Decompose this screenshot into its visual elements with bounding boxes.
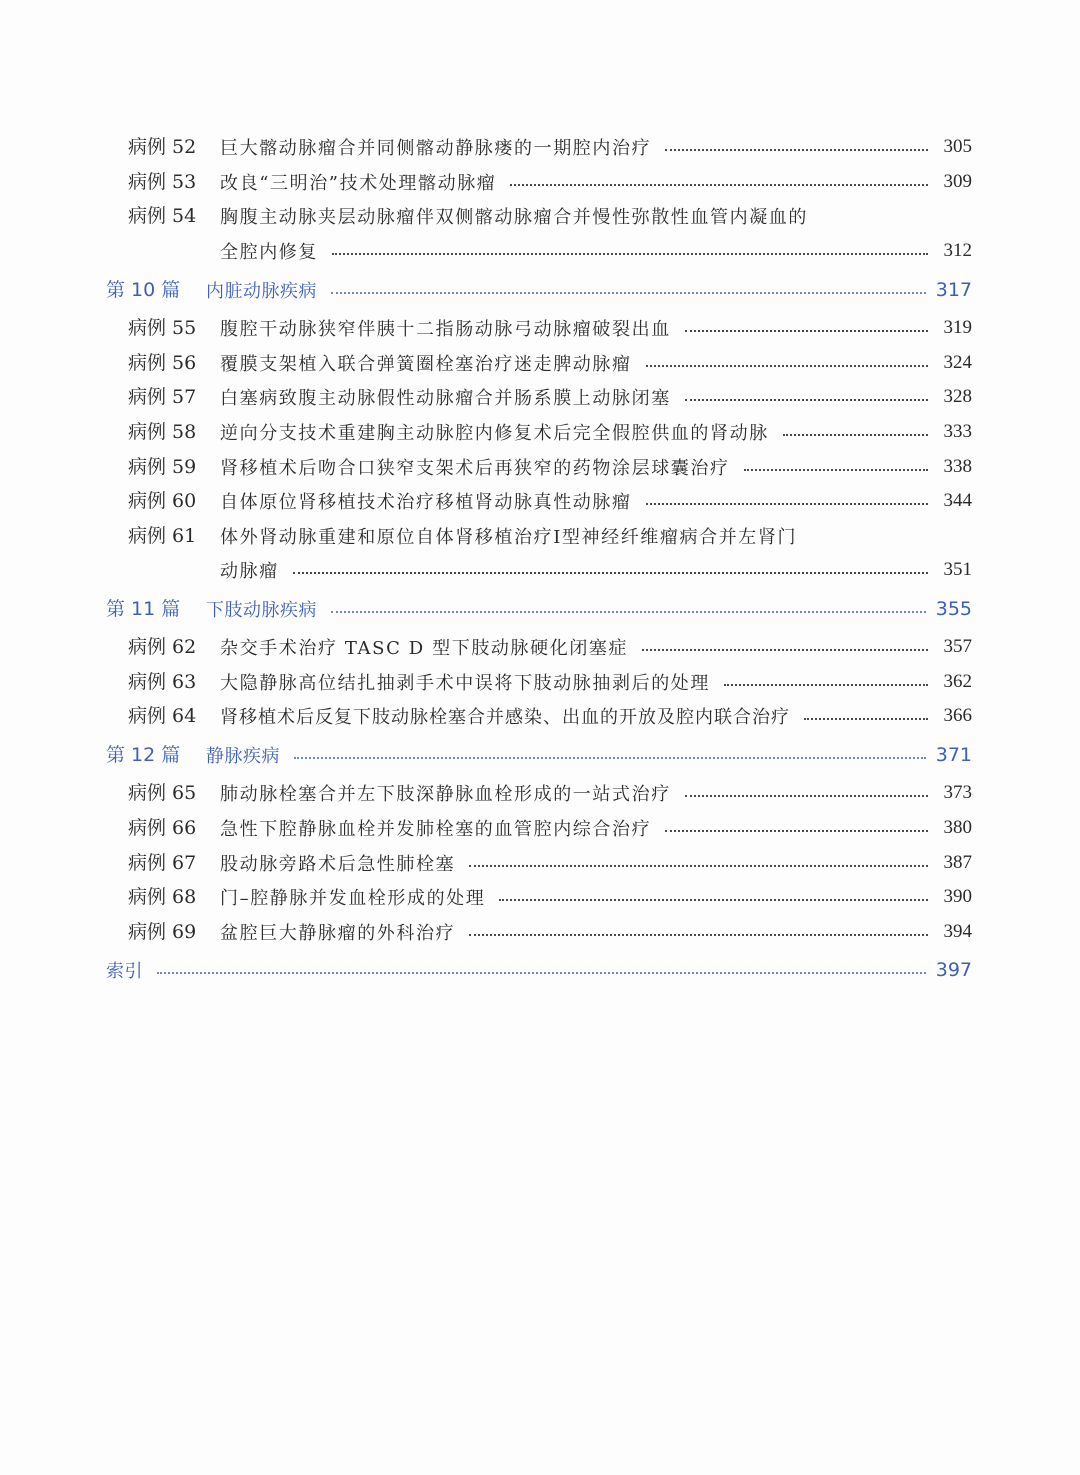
toc-entry-case-64[interactable] bbox=[0, 699, 1080, 733]
dot-leader bbox=[293, 572, 928, 574]
page-number: 387 bbox=[943, 852, 972, 873]
page-number: 319 bbox=[943, 317, 972, 338]
case-number: 病例 54 bbox=[128, 205, 197, 227]
page-number: 324 bbox=[943, 352, 972, 373]
toc-entry-case-54[interactable] bbox=[0, 199, 1080, 233]
toc-entry-case-66[interactable] bbox=[0, 811, 1080, 845]
entry-title: 肺动脉栓塞合并左下肢深静脉血栓形成的一站式治疗 bbox=[220, 784, 671, 805]
dot-leader bbox=[744, 469, 928, 471]
page-number: 355 bbox=[935, 598, 972, 620]
part-title: 静脉疾病 bbox=[206, 746, 280, 767]
case-number: 病例 55 bbox=[128, 317, 197, 339]
toc-entry-case-63[interactable] bbox=[0, 665, 1080, 699]
page-number: 357 bbox=[943, 636, 972, 657]
entry-title: 股动脉旁路术后急性肺栓塞 bbox=[220, 854, 456, 875]
toc-entry-case-52[interactable] bbox=[0, 130, 1080, 164]
page-number: 338 bbox=[943, 456, 972, 477]
toc-entry-case-67[interactable] bbox=[0, 846, 1080, 880]
toc-part-10[interactable] bbox=[0, 273, 1080, 307]
toc-entry-case-56[interactable] bbox=[0, 346, 1080, 380]
index-title: 索引 bbox=[106, 961, 143, 982]
toc-entry-case-53[interactable] bbox=[0, 165, 1080, 199]
entry-title: 自体原位肾移植技术治疗移植肾动脉真性动脉瘤 bbox=[220, 492, 632, 513]
page-number: 373 bbox=[943, 782, 972, 803]
dot-leader bbox=[332, 253, 928, 255]
toc-entry-case-58[interactable] bbox=[0, 415, 1080, 449]
case-number: 病例 61 bbox=[128, 525, 197, 547]
dot-leader bbox=[685, 330, 928, 332]
dot-leader bbox=[157, 972, 926, 974]
dot-leader bbox=[510, 184, 928, 186]
page-number: 390 bbox=[943, 886, 972, 907]
page-number: 362 bbox=[943, 671, 972, 692]
entry-title: 体外肾动脉重建和原位自体肾移植治疗Ⅰ型神经纤维瘤病合并左肾门 bbox=[220, 527, 798, 548]
dot-leader bbox=[499, 899, 928, 901]
toc-entry-case-65[interactable] bbox=[0, 776, 1080, 810]
dot-leader bbox=[804, 718, 928, 720]
entry-title: 白塞病致腹主动脉假性动脉瘤合并肠系膜上动脉闭塞 bbox=[220, 388, 671, 409]
entry-title-continued: 动脉瘤 bbox=[220, 561, 279, 582]
entry-title: 盆腔巨大静脉瘤的外科治疗 bbox=[220, 923, 456, 944]
case-number: 病例 62 bbox=[128, 636, 197, 658]
entry-title: 巨大髂动脉瘤合并同侧髂动静脉瘘的一期腔内治疗 bbox=[220, 138, 652, 159]
entry-title: 肾移植术后吻合口狭窄支架术后再狭窄的药物涂层球囊治疗 bbox=[220, 458, 730, 479]
page-number: 344 bbox=[943, 490, 972, 511]
dot-leader bbox=[724, 684, 928, 686]
dot-leader bbox=[331, 611, 926, 613]
dot-leader bbox=[294, 757, 926, 759]
page-number: 397 bbox=[935, 959, 972, 981]
page-number: 333 bbox=[943, 421, 972, 442]
entry-title: 杂交手术治疗 TASC D 型下肢动脉硬化闭塞症 bbox=[220, 638, 629, 659]
page-number: 328 bbox=[943, 386, 972, 407]
toc-entry-case-59[interactable] bbox=[0, 450, 1080, 484]
page-number: 312 bbox=[943, 240, 972, 261]
dot-leader bbox=[665, 149, 928, 151]
page-number: 305 bbox=[943, 136, 972, 157]
page-number: 380 bbox=[943, 817, 972, 838]
dot-leader bbox=[665, 830, 928, 832]
entry-title-continued: 全腔内修复 bbox=[220, 242, 318, 263]
toc-index[interactable] bbox=[0, 953, 1080, 987]
entry-title: 改良“三明治”技术处理髂动脉瘤 bbox=[220, 173, 497, 194]
case-number: 病例 56 bbox=[128, 352, 197, 374]
page-number: 317 bbox=[935, 279, 972, 301]
case-number: 病例 67 bbox=[128, 852, 197, 874]
case-number: 病例 65 bbox=[128, 782, 197, 804]
case-number: 病例 59 bbox=[128, 456, 197, 478]
entry-title: 大隐静脉高位结扎抽剥手术中误将下肢动脉抽剥后的处理 bbox=[220, 673, 710, 694]
toc-entry-case-69[interactable] bbox=[0, 915, 1080, 949]
case-number: 病例 53 bbox=[128, 171, 197, 193]
dot-leader bbox=[783, 434, 928, 436]
toc-part-12[interactable] bbox=[0, 738, 1080, 772]
entry-title: 急性下腔静脉血栓并发肺栓塞的血管腔内综合治疗 bbox=[220, 819, 652, 840]
dot-leader bbox=[469, 865, 928, 867]
case-number: 病例 69 bbox=[128, 921, 197, 943]
part-number: 第 10 篇 bbox=[106, 279, 181, 301]
toc-entry-case-60[interactable] bbox=[0, 484, 1080, 518]
dot-leader bbox=[646, 503, 928, 505]
part-title: 下肢动脉疾病 bbox=[206, 600, 317, 621]
entry-title: 覆膜支架植入联合弹簧圈栓塞治疗迷走脾动脉瘤 bbox=[220, 354, 632, 375]
part-number: 第 12 篇 bbox=[106, 744, 181, 766]
part-number: 第 11 篇 bbox=[106, 598, 181, 620]
toc-entry-case-57[interactable] bbox=[0, 380, 1080, 414]
dot-leader bbox=[642, 649, 928, 651]
case-number: 病例 57 bbox=[128, 386, 197, 408]
case-number: 病例 63 bbox=[128, 671, 197, 693]
toc-entry-case-54-cont[interactable] bbox=[0, 234, 1080, 268]
dot-leader bbox=[469, 934, 928, 936]
dot-leader bbox=[685, 399, 928, 401]
toc-entry-case-55[interactable] bbox=[0, 311, 1080, 345]
toc-entry-case-68[interactable] bbox=[0, 880, 1080, 914]
case-number: 病例 68 bbox=[128, 886, 197, 908]
entry-title: 逆向分支技术重建胸主动脉腔内修复术后完全假腔供血的肾动脉 bbox=[220, 423, 769, 444]
case-number: 病例 64 bbox=[128, 705, 197, 727]
entry-title: 肾移植术后反复下肢动脉栓塞合并感染、出血的开放及腔内联合治疗 bbox=[220, 707, 790, 728]
page-number: 366 bbox=[943, 705, 972, 726]
page-number: 309 bbox=[943, 171, 972, 192]
case-number: 病例 60 bbox=[128, 490, 197, 512]
page-number: 394 bbox=[943, 921, 972, 942]
page-number: 371 bbox=[935, 744, 972, 766]
page-number: 351 bbox=[943, 559, 972, 580]
entry-title: 胸腹主动脉夹层动脉瘤伴双侧髂动脉瘤合并慢性弥散性血管内凝血的 bbox=[220, 207, 808, 228]
case-number: 病例 66 bbox=[128, 817, 197, 839]
part-title: 内脏动脉疾病 bbox=[206, 281, 317, 302]
toc-entry-case-62[interactable] bbox=[0, 630, 1080, 664]
case-number: 病例 52 bbox=[128, 136, 197, 158]
toc-entry-case-61-cont[interactable] bbox=[0, 553, 1080, 587]
case-number: 病例 58 bbox=[128, 421, 197, 443]
entry-title: 腹腔干动脉狭窄伴胰十二指肠动脉弓动脉瘤破裂出血 bbox=[220, 319, 671, 340]
toc-entry-case-61[interactable] bbox=[0, 519, 1080, 553]
toc-part-11[interactable] bbox=[0, 592, 1080, 626]
dot-leader bbox=[331, 292, 926, 294]
entry-title: 门–腔静脉并发血栓形成的处理 bbox=[220, 888, 486, 909]
dot-leader bbox=[685, 795, 928, 797]
dot-leader bbox=[646, 365, 928, 367]
